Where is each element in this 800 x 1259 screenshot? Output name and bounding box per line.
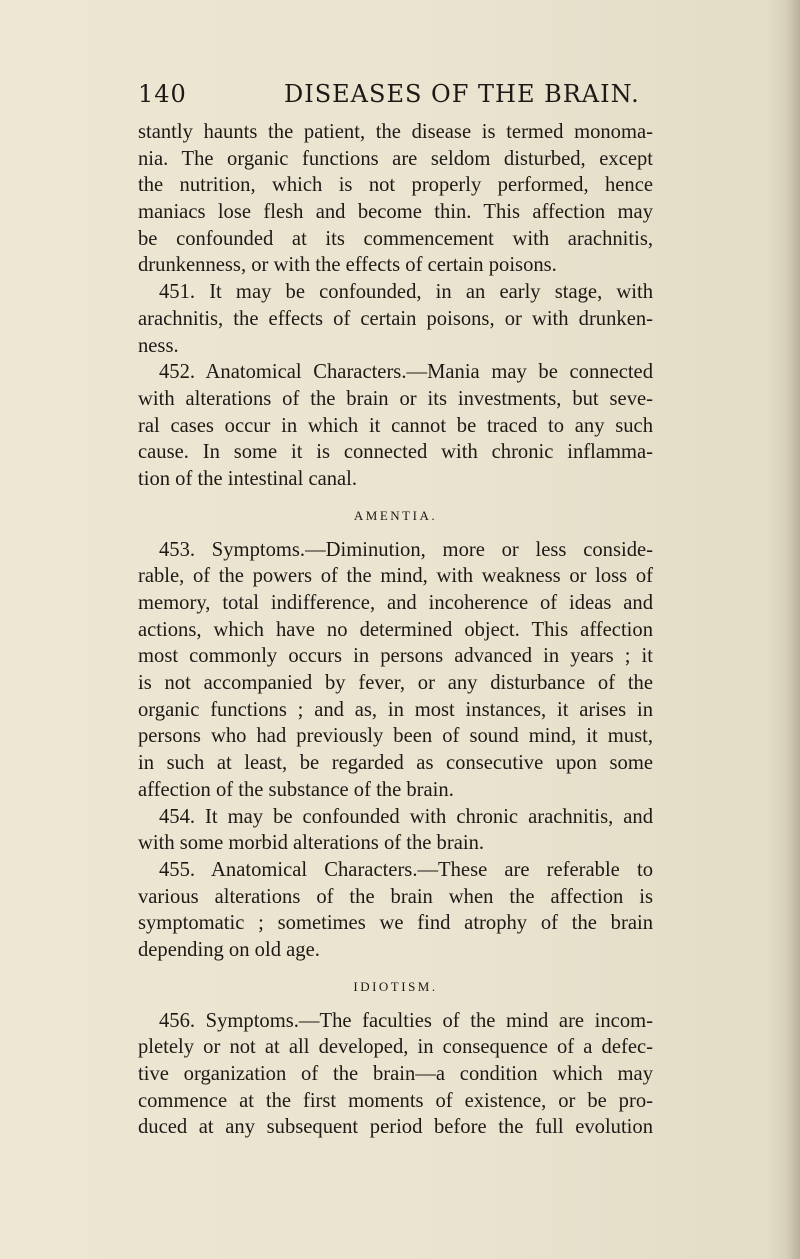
text-line: cause. In some it is connected with chronic inflamma- xyxy=(138,441,653,464)
text-line: duced at any subsequent period before the full evolution xyxy=(138,1116,653,1139)
paragraph-454: 454. It may be confounded with chronic arachnitis, and xyxy=(159,805,653,828)
text-line: commence at the first moments of existence, or be pro- xyxy=(138,1089,653,1112)
text-line: arachnitis, the effects of certain poisons, or with drunken- xyxy=(138,307,653,330)
text-line: rable, of the powers of the mind, with weakness or loss of xyxy=(138,565,653,588)
text-line: in such at least, be regarded as consecutive upon some xyxy=(138,752,653,775)
paragraph-451: 451. It may be confounded, in an early stage, with xyxy=(159,281,653,304)
text-line: pletely or not at all developed, in consequence of a defec- xyxy=(138,1036,653,1059)
text-line: actions, which have no determined object. This affection xyxy=(138,618,653,641)
text-line: with alterations of the brain or its investments, but seve- xyxy=(138,387,653,410)
text-line: maniacs lose flesh and become thin. This affection may xyxy=(138,201,653,224)
text-line: various alterations of the brain when the affection is xyxy=(138,885,653,908)
text-line: persons who had previously been of sound mind, it must, xyxy=(138,725,653,748)
section-heading-amentia: AMENTIA. xyxy=(353,507,438,523)
body-text xyxy=(138,119,653,1141)
text-line: affection of the substance of the brain. xyxy=(138,778,454,801)
text-line: tion of the intestinal canal. xyxy=(138,467,358,490)
text-line: ral cases occur in which it cannot be traced to any such xyxy=(138,414,653,437)
text-line: drunkenness, or with the effects of certain poisons. xyxy=(138,254,557,277)
text-line: nia. The organic functions are seldom disturbed, except xyxy=(138,147,653,170)
text-line: with some morbid alterations of the brain. xyxy=(138,832,485,855)
paragraph-453: 453. Symptoms.—Diminution, more or less conside- xyxy=(159,538,653,561)
text-line: most commonly occurs in persons advanced in years ; it xyxy=(138,645,653,668)
text-line: depending on old age. xyxy=(138,938,320,961)
running-head: DISEASES OF THE BRAIN. xyxy=(284,80,640,108)
paragraph-452: 452. Anatomical Characters.—Mania may be connected xyxy=(159,361,653,384)
text-line: stantly haunts the patient, the disease is termed monoma- xyxy=(138,121,653,143)
page-header xyxy=(138,80,643,110)
text-line: is not accompanied by fever, or any disturbance of the xyxy=(138,672,653,695)
text-line: the nutrition, which is not properly performed, hence xyxy=(138,174,653,197)
text-line: ness. xyxy=(138,334,179,357)
page-number: 140 xyxy=(138,80,187,108)
text-line: be confounded at its commencement with arachnitis, xyxy=(138,227,653,250)
page-edge xyxy=(786,0,800,1259)
text-line: tive organization of the brain—a condition which may xyxy=(138,1063,653,1085)
paragraph-455: 455. Anatomical Characters.—These are referable to xyxy=(159,858,653,881)
text-line: memory, total indifference, and incoherence of ideas and xyxy=(138,592,653,614)
text-line: organic functions ; and as, in most instances, it arises in xyxy=(138,698,653,721)
section-heading-idiotism: IDIOTISM. xyxy=(353,978,438,994)
paragraph-456: 456. Symptoms.—The faculties of the mind are incom- xyxy=(159,1009,653,1032)
text-line: symptomatic ; sometimes we find atrophy of the brain xyxy=(138,912,653,935)
